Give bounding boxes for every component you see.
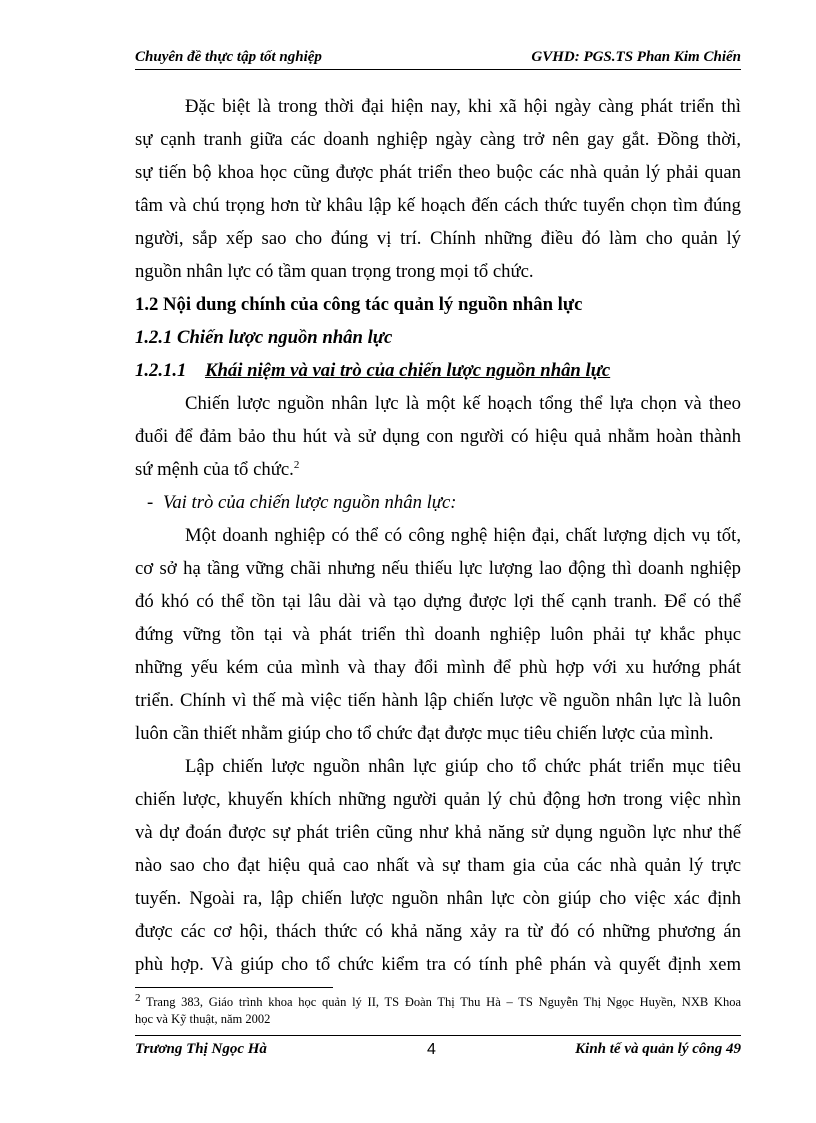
text-line: người, sắp xếp sao cho đúng vị trí. Chính những điều đó làm cho quản lý <box>135 228 741 249</box>
section-heading-1-2-1-1 <box>135 354 741 387</box>
text-line: Một doanh nghiệp có thể có công nghệ hiện đại, chất lượng dịch vụ tốt, <box>185 525 741 546</box>
section-heading-1-2: 1.2 Nội dung chính của công tác quản lý nguồn nhân lực <box>135 294 583 315</box>
page-footer <box>135 1035 741 1058</box>
text-line: nguồn nhân lực có tầm quan trọng trong mọi tổ chức. <box>135 261 534 282</box>
text-line: luôn cần thiết nhằm giúp cho tổ chức đạt được mục tiêu chiến lược của mình. <box>135 723 714 744</box>
bullet-item <box>135 486 741 519</box>
text-line: tâm và chú trọng hơn từ khâu lập kế hoạch đến cách thức tuyển chọn tìm đúng <box>135 195 741 216</box>
footnote-separator <box>135 987 333 988</box>
paragraph <box>135 750 741 981</box>
paragraph <box>135 519 741 750</box>
text-line: Đặc biệt là trong thời đại hiện nay, khi xã hội ngày càng phát triển thì <box>185 96 741 117</box>
text-line: đứng vững tồn tại và phát triển thì doanh nghiệp luôn phải tự khắc phục <box>135 624 741 645</box>
footnote-ref: 2 <box>293 458 300 471</box>
text-line <box>135 453 741 486</box>
text-line: nào sao cho đạt hiệu quả cao nhất và sự tham gia của các nhà quản lý trực <box>135 855 741 876</box>
footnote-number: 2 <box>135 991 141 1004</box>
page-body <box>135 90 741 981</box>
footnote-text: Trang 383, Giáo trình khoa học quản lý II, TS Đoàn Thị Thu Hà – TS Nguyễn Thị Ngọc Huyền, NXB Khoa <box>146 995 742 1009</box>
text-line: được các cơ hội, thách thức có khả năng xảy ra từ đó có những phương án <box>135 921 741 942</box>
text-line: đuổi để đảm bảo thu hút và sử dụng con người có hiệu quả nhằm hoàn thành <box>135 426 741 447</box>
text-line: tuyến. Ngoài ra, lập chiến lược nguồn nhân lực còn giúp cho việc xác định <box>135 888 741 909</box>
section-heading-1-2-1: 1.2.1 Chiến lược nguồn nhân lực <box>135 327 393 348</box>
bullet-text: Vai trò của chiến lược nguồn nhân lực: <box>163 492 457 513</box>
footer-author: Trương Thị Ngọc Hà <box>135 1041 267 1057</box>
heading-text: Khái niệm và vai trò của chiến lược nguồn nhân lực <box>205 360 611 381</box>
text-line: phù hợp. Và giúp cho tổ chức kiểm tra có tính phê phán và quyết định xem <box>135 954 741 975</box>
footnote-line: học và Kỹ thuật, năm 2002 <box>135 1012 271 1026</box>
page-number: 4 <box>427 1041 436 1058</box>
header-advisor: GVHD: PGS.TS Phan Kim Chiến <box>531 49 741 65</box>
text-line: sự cạnh tranh giữa các doanh nghiệp ngày càng trở nên gay gắt. Đồng thời, <box>135 129 741 150</box>
header-title: Chuyên đề thực tập tốt nghiệp <box>135 49 322 65</box>
text-line: và dự đoán được sự phát triên cũng như khả năng sử dụng nguồn lực như thế <box>135 822 741 843</box>
paragraph <box>135 90 741 288</box>
text-line: đó khó có thể tồn tại lâu dài và tạo dựng được lợi thế cạnh tranh. Để có thể <box>135 591 741 612</box>
text-line: Lập chiến lược nguồn nhân lực giúp cho tổ chức phát triển mục tiêu <box>185 756 741 777</box>
footnote <box>135 991 742 1028</box>
footnote-line <box>135 991 742 1011</box>
dash-marker: - <box>147 492 154 513</box>
text-line: cơ sở hạ tầng vững chãi nhưng nếu thiếu lực lượng lao động thì doanh nghiệp <box>135 558 741 579</box>
text-line: chiến lược, khuyến khích những người quản lý chủ động hơn trong việc nhìn <box>135 789 741 810</box>
text-fragment: sứ mệnh của tổ chức. <box>135 459 294 480</box>
text-line: sự tiến bộ khoa học cũng được phát triển theo buộc các nhà quản lý phải quan <box>135 162 741 183</box>
heading-number: 1.2.1.1 <box>135 360 187 381</box>
text-line: Chiến lược nguồn nhân lực là một kế hoạch tổng thể lựa chọn và theo <box>185 393 741 414</box>
text-line: những yếu kém của mình và thay đổi mình để phù hợp với xu hướng phát <box>135 657 741 678</box>
paragraph <box>135 387 741 486</box>
text-line: triển. Chính vì thế mà việc tiến hành lập chiến lược về nguồn nhân lực là luôn <box>135 690 741 711</box>
footer-class: Kinh tế và quản lý công 49 <box>575 1041 741 1057</box>
page-header <box>135 47 741 70</box>
